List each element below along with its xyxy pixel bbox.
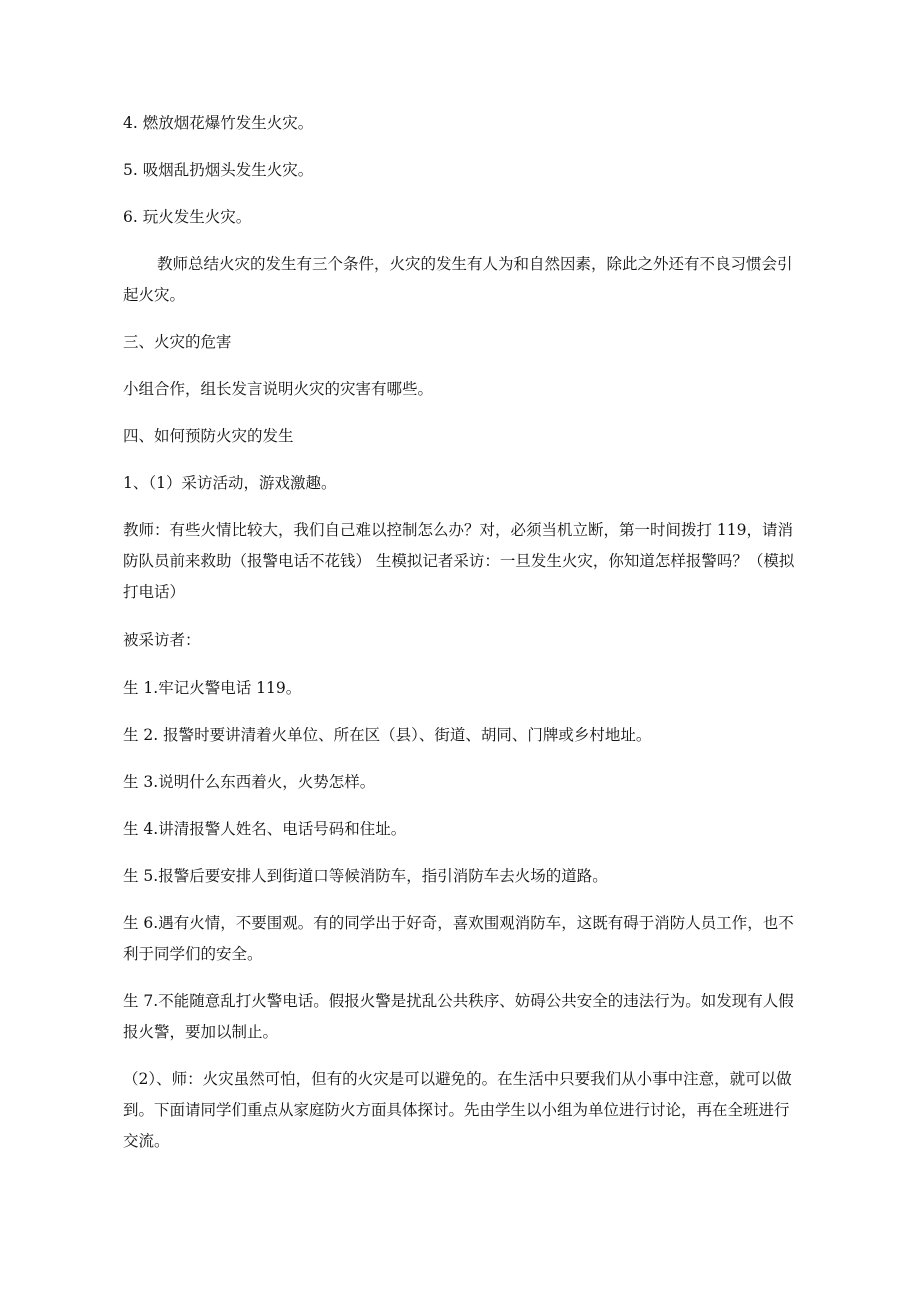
teacher-summary-paragraph: 教师总结火灾的发生有三个条件，火灾的发生有人为和自然因素，除此之外还有不良习惯会引起火灾。 bbox=[123, 255, 793, 304]
list-item-4: 4. 燃放烟花爆竹发生火灾。 bbox=[123, 114, 314, 132]
student-point-6: 生 6.遇有火情，不要围观。有的同学出于好奇，喜欢围观消防车，这既有碍于消防人员工作，也不利于同学们的安全。 bbox=[123, 914, 794, 963]
section-heading-3: 三、火灾的危害 bbox=[123, 333, 232, 351]
subsection-heading-1: 1、（1）采访活动，游戏激趣。 bbox=[123, 474, 337, 492]
list-item-6: 6. 玩火发生火灾。 bbox=[123, 208, 252, 226]
student-point-1: 生 1.牢记火警电话 119。 bbox=[123, 679, 302, 697]
teacher-interview-paragraph: 教师：有些火情比较大，我们自己难以控制怎么办？对，必须当机立断，第一时间拨打 119，请消防队员前来救助（报警电话不花钱） 生模拟记者采访：一旦发生火灾，你知道怎样报警吗？（模拟打电话） bbox=[123, 521, 795, 601]
student-point-5: 生 5.报警后要安排人到街道口等候消防车，指引消防车去火场的道路。 bbox=[123, 867, 608, 885]
student-point-7: 生 7.不能随意乱打火警电话。假报火警是扰乱公共秩序、妨碍公共安全的违法行为。如发现有人假报火警，要加以制止。 bbox=[123, 992, 794, 1041]
teacher-discussion-paragraph: （2）、师：火灾虽然可怕，但有的火灾是可以避免的。在生活中只要我们从小事中注意，就可以做到。下面请同学们重点从家庭防火方面具体探讨。先由学生以小组为单位进行讨论，再在全班进行交流。 bbox=[123, 1070, 792, 1150]
list-item-5: 5. 吸烟乱扔烟头发生火灾。 bbox=[123, 161, 314, 179]
section-heading-4: 四、如何预防火灾的发生 bbox=[123, 427, 294, 445]
group-cooperation-paragraph: 小组合作，组长发言说明火灾的灾害有哪些。 bbox=[123, 380, 434, 398]
student-point-2: 生 2. 报警时要讲清着火单位、所在区（县）、街道、胡同、门牌或乡村地址。 bbox=[123, 726, 652, 744]
student-point-4: 生 4.讲清报警人姓名、电话号码和住址。 bbox=[123, 820, 407, 838]
interviewee-label: 被采访者： bbox=[123, 631, 201, 649]
student-point-3: 生 3.说明什么东西着火，火势怎样。 bbox=[123, 773, 376, 791]
